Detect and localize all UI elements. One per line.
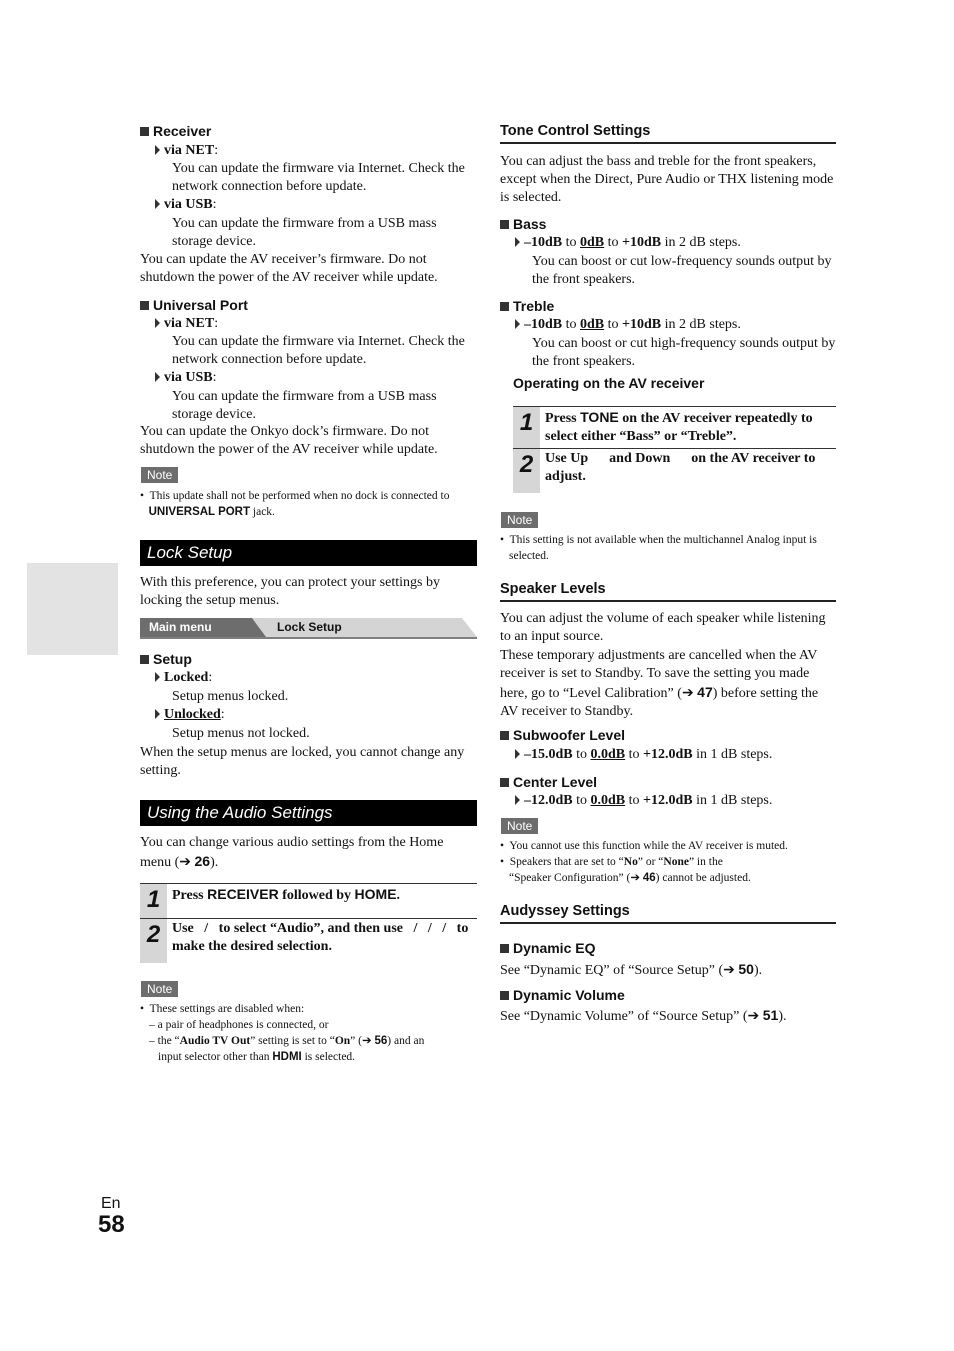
tone-paragraph: You can adjust the bass and treble for the front speakers, except when the Direct, Pure Audio or THX listening mode is selected. [500,154,834,205]
locked-label: Locked: [155,670,212,686]
via-net-label: via NET: [155,143,218,159]
tone-steps [513,406,836,493]
tone-control-title: Tone Control Settings [500,123,836,144]
tone-step-2 [513,448,836,493]
menu-main: Main menu [149,620,212,634]
step-number: 1 [513,407,540,448]
operating-heading: Operating on the AV receiver [513,375,705,391]
universal-port-heading: Universal Port [140,297,248,313]
step-text: Press RECEIVER followed by HOME. [172,886,401,903]
audio-settings-banner: Using the Audio Settings [140,800,477,826]
treble-heading: Treble [500,298,554,314]
subwoofer-range: –15.0dB to 0.0dB to +12.0dB in 1 dB steps. [515,747,772,763]
via-usb-desc: You can update the firmware from a USB mass storage device. [172,216,437,249]
audio-step-1 [140,883,477,918]
note-tag-3: Note [501,512,538,528]
note-tag: Note [141,467,178,483]
via-usb-desc-2: You can update the firmware from a USB mass storage device. [172,389,437,422]
step-number: 2 [140,919,167,963]
step-text: Use / to select “Audio”, and then use / / / to make the desired selection. [172,921,472,954]
receiver-paragraph: You can update the AV receiver’s firmware. Do not shutdown the power of the AV receiver while update. [140,252,438,285]
menu-lock-setup: Lock Setup [277,620,342,634]
audio-paragraph: You can change various audio settings from the Home menu (➔ 26). [140,835,444,870]
bass-heading: Bass [500,216,546,232]
note-speakers: • You cannot use this function while the AV receiver is muted. • Speakers that are set to “No” or “None” in the “Speaker Configuration” (➔ 46) cannot be adjusted. [500,840,788,884]
side-tab [27,563,118,655]
bass-range: –10dB to 0dB to +10dB in 2 dB steps. [515,235,741,251]
via-net-label-2: via NET: [155,316,218,332]
note-tag-4: Note [501,818,538,834]
via-net-desc-2: You can update the firmware via Internet. Check the network connection before update. [172,334,465,367]
via-usb-label-2: via USB: [155,370,217,386]
menu-path [140,618,477,639]
dynamic-volume-desc: See “Dynamic Volume” of “Source Setup” (➔ 51). [500,1007,787,1024]
dynamic-eq-desc: See “Dynamic EQ” of “Source Setup” (➔ 50). [500,961,763,978]
audio-step-2 [140,918,477,963]
receiver-heading: Receiver [140,123,211,139]
language-label: En [101,1195,121,1212]
speaker-paragraph-1: You can adjust the volume of each speaker while listening to an input source. [500,611,826,644]
step-number: 2 [513,449,540,493]
speaker-paragraph-2: These temporary adjustments are cancelled when the AV receiver is set to Standby. To save the setting you made here, go to “Level Calibration” (➔ 47) before setting the AV receiver to Standby. [500,648,819,719]
universal-paragraph: You can update the Onkyo dock’s firmware. Do not shutdown the power of the AV receiver while update. [140,424,438,457]
note-universal: • This update shall not be performed when no dock is connected to UNIVERSAL PORT jack. [140,490,450,518]
lock-setup-paragraph: With this preference, you can protect your settings by locking the setup menus. [140,575,440,608]
treble-desc: You can boost or cut high-frequency sounds output by the front speakers. [532,336,836,369]
via-usb-label: via USB: [155,197,217,213]
treble-range: –10dB to 0dB to +10dB in 2 dB steps. [515,317,741,333]
note-audio: • These settings are disabled when: – a pair of headphones is connected, or – the “Audio TV Out” setting is set to “On” (➔ 56) and an input selector other than HDMI is selected. [140,1003,425,1063]
audio-steps [140,883,477,963]
locked-desc: Setup menus locked. [172,689,289,704]
subwoofer-heading: Subwoofer Level [500,727,625,743]
audyssey-title: Audyssey Settings [500,903,836,924]
center-heading: Center Level [500,774,597,790]
setup-paragraph: When the setup menus are locked, you cannot change any setting. [140,745,465,778]
note-analog: • This setting is not available when the multichannel Analog input is selected. [500,534,817,562]
center-range: –12.0dB to 0.0dB to +12.0dB in 1 dB steps. [515,793,772,809]
speaker-levels-title: Speaker Levels [500,581,836,602]
bass-desc: You can boost or cut low-frequency sounds output by the front speakers. [532,254,832,287]
note-tag-2: Note [141,981,178,997]
setup-heading: Setup [140,651,192,667]
dynamic-volume-heading: Dynamic Volume [500,987,625,1003]
unlocked-label: Unlocked: [155,707,225,723]
unlocked-desc: Setup menus not locked. [172,726,310,741]
step-number: 1 [140,884,167,918]
step-text: Use Up and Down on the AV receiver to adjust. [545,451,819,484]
lock-setup-banner: Lock Setup [140,540,477,566]
page-number: 58 [98,1211,125,1238]
via-net-desc: You can update the firmware via Internet. Check the network connection before update. [172,161,465,194]
dynamic-eq-heading: Dynamic EQ [500,940,595,956]
step-text: Press TONE on the AV receiver repeatedly to select either “Bass” or “Treble”. [545,409,813,444]
tone-step-1 [513,406,836,448]
